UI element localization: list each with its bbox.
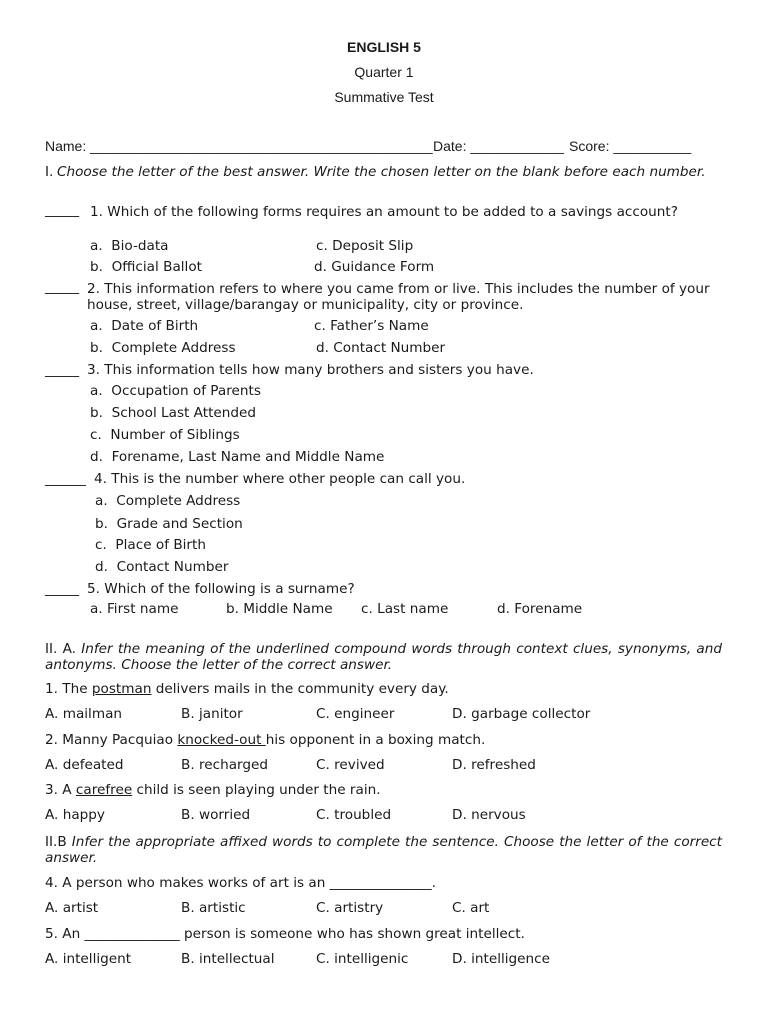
q4-text: 4. This is the number where other people can call you. <box>94 471 466 487</box>
q2-text: 2. This information refers to where you came from or live. This includes the number of your house, street, village/barangay or municipality, city or province. <box>87 281 710 313</box>
q4-choice-b: b. Grade and Section <box>95 516 243 532</box>
q1-choice-a: a. Bio-data <box>90 238 169 254</box>
p2a-q2-choice-c: C. revived <box>316 757 385 773</box>
p2b-q4-choice-c: C. artistry <box>316 900 384 916</box>
p2b-q5-choice-d: D. intelligence <box>452 951 550 967</box>
q1-question: 1. Which of the following forms requires an amount to be added to a savings account? <box>90 204 678 220</box>
part1-roman: I. <box>45 164 54 180</box>
test-type-label: Summative Test <box>334 89 434 105</box>
q2-answer-blank: _____ <box>45 279 79 295</box>
q5-answer-blank: _____ <box>45 581 79 597</box>
q3-answer-blank: _____ <box>45 362 79 378</box>
part2a-instruction-block <box>45 641 722 673</box>
q2-choice-d: d. Contact Number <box>316 340 446 356</box>
p2b-q4-choice-b: B. artistic <box>181 900 246 916</box>
name-field: Name: ____________________________________________ <box>45 138 433 154</box>
part2b-instruction: Infer the appropriate affixed words to complete the sentence. Choose the letter of the correct answer. <box>45 834 722 866</box>
q5-choice-a: a. First name <box>90 601 179 617</box>
q2-choice-c: c. Father’s Name <box>314 318 429 334</box>
p2a-q1-choice-b: B. janitor <box>181 706 243 722</box>
p2b-q5-choice-c: C. intelligenic <box>316 951 409 967</box>
p2a-q2 <box>45 734 485 748</box>
q2-choice-b: b. Complete Address <box>90 340 236 356</box>
q4-choice-c: c. Place of Birth <box>95 537 206 553</box>
p2b-q5-text: 5. An ______________ person is someone who has shown great intellect. <box>45 926 525 942</box>
p2b-q4-choice-a: A. artist <box>45 900 99 916</box>
q4-choice-d: d. Contact Number <box>95 559 229 575</box>
q5-choice-c: c. Last name <box>361 601 449 617</box>
q1-choice-b: b. Official Ballot <box>90 259 202 275</box>
date-field: Date: ____________ <box>433 138 564 154</box>
part1-instruction: Choose the letter of the best answer. Write the chosen letter on the blank before each number. <box>57 164 706 180</box>
part2a-instruction: Infer the meaning of the underlined compound words through context clues, synonyms, and antonyms. Choose the letter of the correct answer. <box>45 641 723 673</box>
p2a-q3-choice-c: C. troubled <box>316 807 392 823</box>
part2b-label: II.B <box>45 834 67 850</box>
p2b-q5-choice-b: B. intellectual <box>181 951 275 967</box>
q1-text <box>90 204 722 220</box>
q3-choice-c: c. Number of Siblings <box>90 427 240 443</box>
p2a-q1-post: delivers mails in the community every day. <box>151 681 449 697</box>
p2a-q2-post: his opponent in a boxing match. <box>265 732 486 748</box>
p2a-q3-underlined-word: carefree <box>75 782 133 798</box>
q2-choice-a: a. Date of Birth <box>90 318 199 334</box>
p2a-q1-choice-a: A. mailman <box>45 706 123 722</box>
q4-choice-a: a. Complete Address <box>95 493 241 509</box>
p2a-q2-underlined-word: knocked-out <box>177 732 266 748</box>
p2a-q2-choice-a: A. defeated <box>45 757 124 773</box>
q4-answer-blank: ______ <box>45 471 86 487</box>
p2b-q4-choice-d: C. art <box>452 900 490 916</box>
p2a-q1-choice-c: C. engineer <box>316 706 395 722</box>
p2a-q2-pre: 2. Manny Pacquiao <box>45 732 178 748</box>
q5-choice-d: d. Forename <box>497 601 583 617</box>
document-title: ENGLISH 5 <box>347 39 421 55</box>
q1-answer-blank: _____ <box>45 202 79 218</box>
q1-choice-d: d. Guidance Form <box>314 259 435 275</box>
p2b-q4-text: 4. A person who makes works of art is an _______________. <box>45 875 436 891</box>
part2a-label: II. A. <box>45 641 76 657</box>
p2a-q3 <box>45 784 381 798</box>
q1-choice-c: c. Deposit Slip <box>316 238 414 254</box>
q3-choice-a: a. Occupation of Parents <box>90 383 261 399</box>
p2a-q1-underlined-word: postman <box>91 681 152 697</box>
p2a-q3-choice-a: A. happy <box>45 807 105 823</box>
p2a-q3-post: child is seen playing under the rain. <box>132 782 381 798</box>
p2a-q2-choice-d: D. refreshed <box>452 757 536 773</box>
p2a-q3-choice-b: B. worried <box>181 807 251 823</box>
p2a-q1 <box>45 683 449 697</box>
q5-text: 5. Which of the following is a surname? <box>87 581 355 597</box>
p2a-q1-pre: 1. The <box>45 681 92 697</box>
p2a-q2-choice-b: B. recharged <box>181 757 269 773</box>
quarter-label: Quarter 1 <box>354 64 414 80</box>
p2a-q3-pre: 3. A <box>45 782 76 798</box>
p2b-q5-choice-a: A. intelligent <box>45 951 132 967</box>
part2b-instruction-block <box>45 834 722 866</box>
p2a-q1-choice-d: D. garbage collector <box>452 706 591 722</box>
q3-choice-d: d. Forename, Last Name and Middle Name <box>90 449 385 465</box>
q3-text: 3. This information tells how many brothers and sisters you have. <box>87 362 534 378</box>
q3-choice-b: b. School Last Attended <box>90 405 256 421</box>
q5-choice-b: b. Middle Name <box>226 601 333 617</box>
p2a-q3-choice-d: D. nervous <box>452 807 526 823</box>
score-field: Score: __________ <box>569 138 692 154</box>
